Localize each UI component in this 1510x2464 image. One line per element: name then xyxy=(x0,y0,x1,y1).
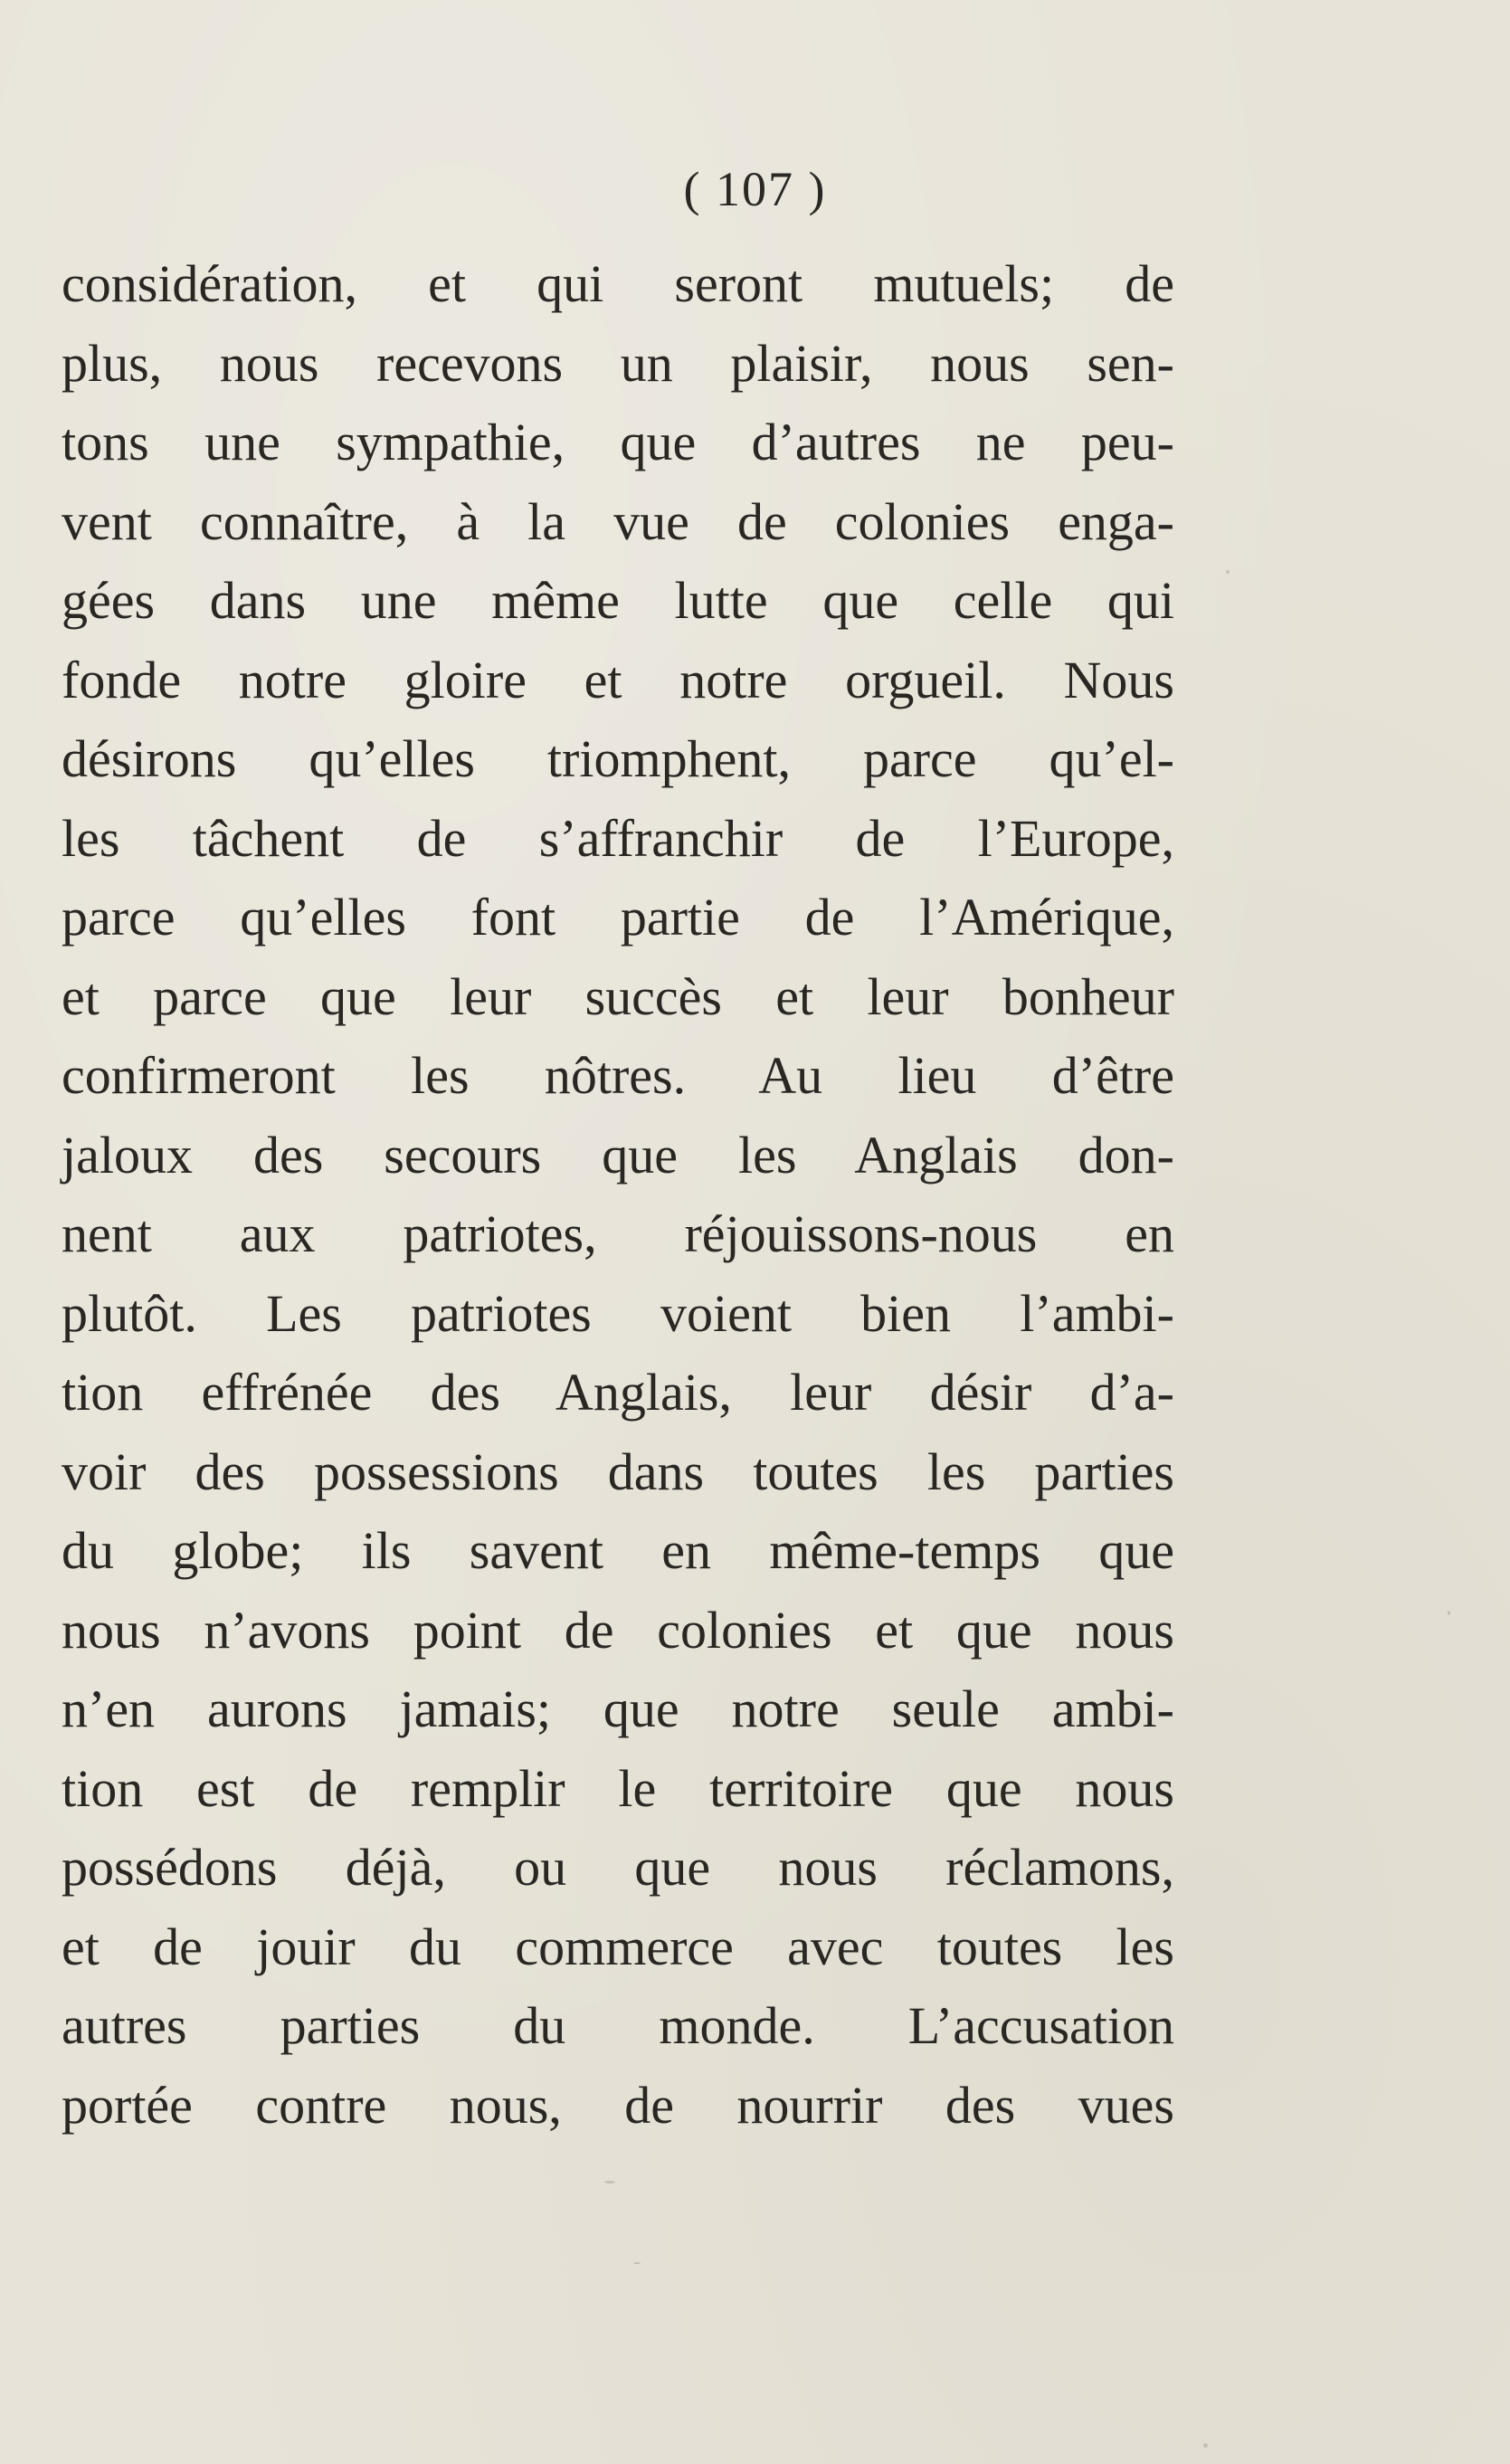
paper-speck xyxy=(604,2181,615,2183)
text-line: plutôt. Les patriotes voient bien l’ambi- xyxy=(62,1283,1174,1343)
page-number: ( 107 ) xyxy=(683,162,827,216)
paper-speck xyxy=(1226,570,1230,574)
text-line: nous n’avons point de colonies et que nous xyxy=(62,1600,1174,1660)
text-line: tons une sympathie, que d’autres ne peu- xyxy=(62,413,1174,471)
text-line: n’en aurons jamais; que notre seule ambi- xyxy=(62,1679,1174,1738)
text-line: tion effrénée des Anglais, leur désir d’a- xyxy=(62,1363,1174,1422)
text-line: du globe; ils savent en même-temps que xyxy=(62,1521,1174,1580)
text-line: parce qu’elles font partie de l’Amérique, xyxy=(62,888,1174,947)
text-line: confirmeront les nôtres. Au lieu d’être xyxy=(62,1046,1174,1105)
text-line: autres parties du monde. L’accusation xyxy=(62,1996,1174,2055)
paper-speck xyxy=(1203,2443,1208,2448)
text-line: considération, et qui seront mutuels; de xyxy=(62,254,1174,313)
text-line: vent connaître, à la vue de colonies enga- xyxy=(62,491,1174,551)
text-line: gées dans une même lutte que celle qui xyxy=(62,571,1174,630)
text-line: plus, nous recevons un plaisir, nous sen- xyxy=(62,333,1174,393)
text-line: possédons déjà, ou que nous réclamons, xyxy=(62,1838,1174,1897)
text-line: désirons qu’elles triomphent, parce qu’el- xyxy=(62,729,1174,788)
text-line: et de jouir du commerce avec toutes les xyxy=(62,1917,1174,1976)
body-text xyxy=(62,244,1174,2145)
text-line: jaloux des secours que les Anglais don- xyxy=(62,1125,1174,1184)
text-line: fonde notre gloire et notre orgueil. Nous xyxy=(62,650,1174,709)
text-line: portée contre nous, de nourrir des vues xyxy=(62,2075,1174,2135)
paper-speck xyxy=(633,2262,641,2264)
paper-speck xyxy=(1448,1611,1450,1615)
text-line: les tâchent de s’affranchir de l’Europe, xyxy=(62,808,1174,868)
text-line: voir des possessions dans toutes les parties xyxy=(62,1441,1174,1501)
text-line: tion est de remplir le territoire que nous xyxy=(62,1758,1174,1818)
text-line: et parce que leur succès et leur bonheur xyxy=(62,966,1174,1026)
text-line: nent aux patriotes, réjouissons-nous en xyxy=(62,1204,1174,1263)
